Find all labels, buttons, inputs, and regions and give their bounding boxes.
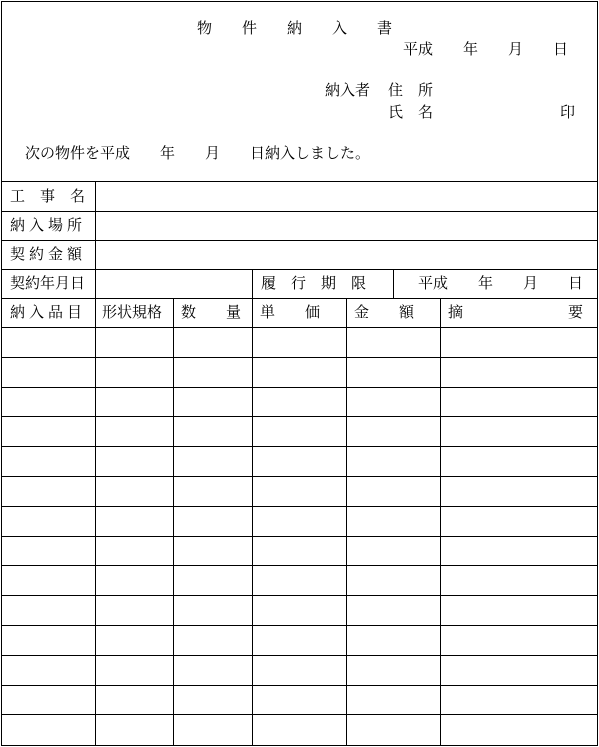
table-row <box>2 476 597 477</box>
name-label: 氏 名 <box>388 103 434 121</box>
column-divider <box>346 299 347 745</box>
column-divider <box>440 299 441 745</box>
contract-amount-label: 契約金額 <box>10 245 87 263</box>
table-row <box>2 416 597 417</box>
table-row <box>2 714 597 715</box>
document-title: 物 件 納 入 書 <box>197 19 393 37</box>
table-row <box>2 357 597 358</box>
column-divider <box>173 299 174 745</box>
delivery-place-label: 納入場所 <box>10 216 87 234</box>
column-header-spec: 形状規格 <box>102 303 163 321</box>
table-row <box>2 506 597 507</box>
table-row <box>2 565 597 566</box>
table-row <box>2 625 597 626</box>
column-divider <box>252 270 253 298</box>
divider-line <box>2 181 597 182</box>
performance-period-label: 履 行 期 限 <box>261 274 367 292</box>
divider-line <box>2 240 597 241</box>
issue-date: 平成 年 月 日 <box>403 40 569 58</box>
table-row <box>2 655 597 656</box>
divider-line <box>2 269 597 270</box>
table-row <box>2 536 597 537</box>
performance-period-date: 平成 年 月 日 <box>418 274 584 292</box>
column-header-unit-price: 単 価 <box>260 303 321 321</box>
divider-line <box>2 298 597 299</box>
label-column-divider <box>95 182 96 298</box>
column-header-item: 納入品目 <box>10 303 87 321</box>
address-label: 住 所 <box>388 81 434 99</box>
seal-mark: 印 <box>560 103 576 121</box>
column-header-amount: 金 額 <box>354 303 415 321</box>
column-header-quantity: 数 量 <box>181 303 242 321</box>
table-row <box>2 446 597 447</box>
column-divider <box>252 299 253 745</box>
project-name-label: 工 事 名 <box>10 187 86 205</box>
divider-line <box>2 211 597 212</box>
table-header-divider <box>2 327 597 328</box>
supplier-label: 納入者 <box>325 81 371 99</box>
table-row <box>2 685 597 686</box>
delivery-statement: 次の物件を平成 年 月 日納入しました。 <box>25 144 371 162</box>
form-frame <box>1 1 598 746</box>
column-divider <box>95 299 96 745</box>
column-divider <box>393 270 394 298</box>
contract-date-label: 契約年月日 <box>10 274 86 292</box>
table-row <box>2 595 597 596</box>
column-header-remarks: 摘 要 <box>448 303 584 321</box>
table-row <box>2 387 597 388</box>
